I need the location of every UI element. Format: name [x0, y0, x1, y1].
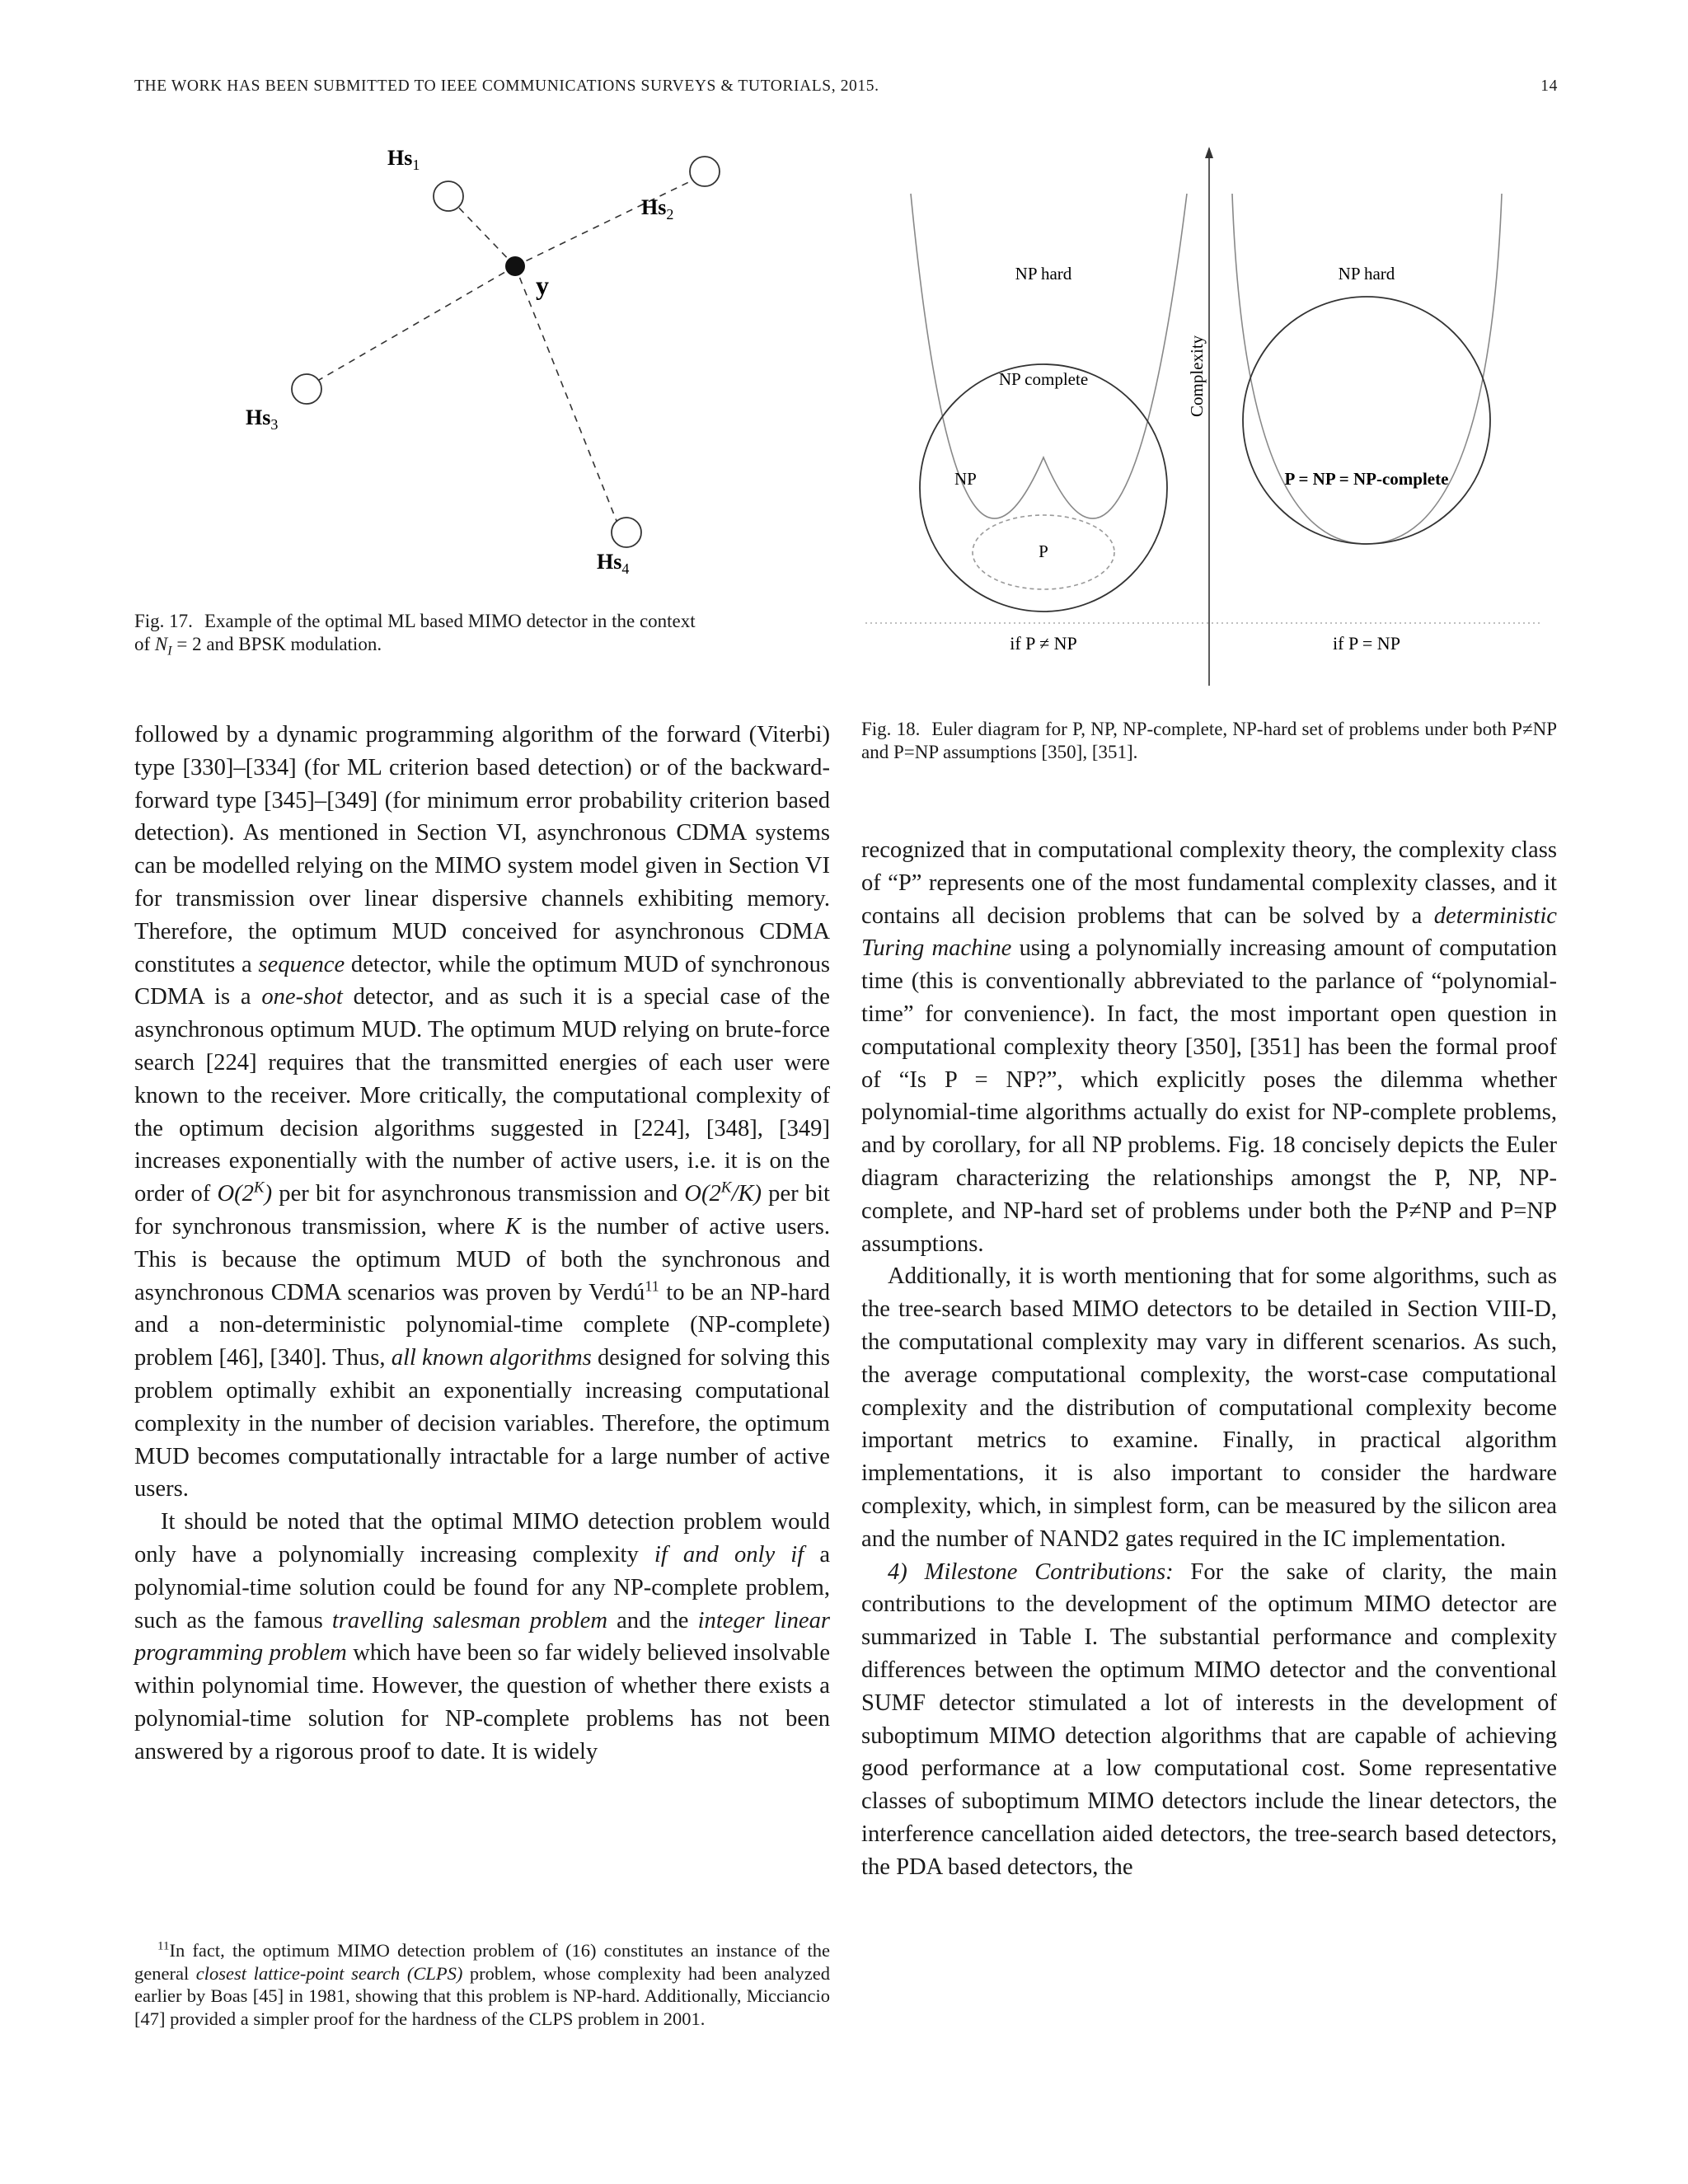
label-hs4: $Hs_4$ [597, 550, 630, 577]
fig18-caption-label: Fig. 18. [861, 719, 921, 739]
label-y: y [536, 270, 549, 300]
equality-label: P = NP = NP-complete [1284, 469, 1449, 489]
p-label: P [1039, 541, 1048, 561]
node-hs1 [434, 181, 463, 211]
condition-left: if P ≠ NP [1010, 633, 1077, 654]
link-y-hs1 [453, 202, 515, 266]
page-number: 14 [1540, 77, 1558, 95]
right-paragraph-2: Additionally, it is worth mentioning that for some algorithms, such as the tree-search based MIMO detectors to be detailed in Section VIII-D, the computational complexity may vary in different scenarios. As such, the average computational complexity, the worst-case computational complexity and the distribution of computational complexity become important metrics to examine. Finally, in practical algorithm implementations, it is also important to consider the hardware complexity, which, in simplest form, can be measured by the silicon area and the number of NAND2 gates required in the IC implementation. [861, 1263, 1557, 1552]
fig17-caption: Fig. 17. Example of the optimal ML based MIMO detector in the context of $N_I = 2$ and BPSK modulation. [134, 611, 696, 658]
footnote-ref-11: 11 [645, 1277, 659, 1295]
condition-right: if P = NP [1333, 633, 1400, 654]
running-title: THE WORK HAS BEEN SUBMITTED TO IEEE COMMUNICATIONS SURVEYS & TUTORIALS, 2015. [134, 77, 879, 95]
np-hard-curve-right [1232, 194, 1502, 544]
np-label: NP [954, 469, 977, 489]
right-paragraph-1: recognized that in computational complexity theory, the complexity class of “P” represents one of the most fundamental complexity classes, and it contains all decision problems that can be solved by a deterministic Turing machine using a polynomially increasing amount of computation time (this is conventionally abbreviated to the parlance of “polynomial-time” for convenience). In fact, the most important open question in computational complexity theory [350], [351] has been the formal proof of “Is P = NP?”, which explicitly poses the dilemma whether polynomial-time algorithms actually do exist for NP-complete problems, and by corollary, for all NP problems. Fig. 18 concisely depicts the Euler diagram characterizing the relationships amongst the P, NP, NP-complete, and NP-hard set of problems under both the P≠NP and P=NP assumptions. [861, 837, 1557, 1257]
label-hs2: $Hs_2$ [641, 195, 674, 223]
node-y [505, 256, 525, 276]
link-y-hs3 [309, 266, 515, 386]
milestone-heading: 4) Milestone Contributions: [888, 1558, 1174, 1585]
axis-label: Complexity [1187, 335, 1207, 417]
fig17-diagram [132, 124, 841, 585]
node-hs4 [612, 518, 641, 547]
footnote-mark: 11 [157, 1939, 170, 1953]
label-hs1: $Hs_1$ [387, 146, 420, 173]
fig18-diagram [857, 140, 1566, 701]
right-column [861, 834, 1557, 1884]
np-complete-label: NP complete [998, 369, 1089, 389]
fig17-caption-label: Fig. 17. [134, 611, 193, 631]
figure-18 [857, 140, 1566, 701]
axis-arrow-icon [1205, 147, 1213, 158]
np-hard-curve-left [911, 194, 1187, 518]
np-hard-left: NP hard [1015, 264, 1072, 284]
figure-17 [132, 124, 841, 585]
fig17-caption-line1: Example of the optimal ML based MIMO detector in the context [204, 611, 696, 631]
fig18-caption [861, 718, 1557, 764]
link-y-hs4 [515, 266, 618, 525]
footnote-11: $^{11}$In fact, the optimum MIMO detection problem of (16) constitutes an instance of the general closest lattice-point search (CLPS) problem, whose complexity had been analyzed earlier by Boas [45] in 1981, showing that this problem is NP-hard. Additionally, Micciancio [47] provided a simpler proof for the hardness of the CLPS problem in 2001. [134, 1939, 830, 2029]
node-hs3 [292, 374, 321, 404]
left-paragraph-1: followed by a dynamic programming algorithm of the forward (Viterbi) type [330]–[334] (for ML criterion based detection) or of the backward-forward type [345]–[349] (for minimum error probability criterion based detection). As mentioned in Section VI, asynchronous CDMA systems can be modelled relying on the MIMO system model given in Section VI for transmission over linear dispersive channels exhibiting memory. Therefore, the optimum MUD conceived for asynchronous CDMA constitutes a sequence detector, while the optimum MUD of synchronous CDMA is a one-shot detector, and as such it is a special case of the asynchronous optimum MUD. The optimum MUD relying on brute-force search [224] requires that the transmitted energies of each user were known to the receiver. More critically, the computational complexity of the optimum decision algorithms suggested in [224], [348], [349] increases exponentially with the number of active users, i.e. it is on the order of $O(2^K)$ per bit for asynchronous transmission and $O(2^K/K)$ per bit for synchronous transmission, where K is the number of active users. This is because the optimum MUD of both the synchronous and asynchronous CDMA scenarios was proven by Verdú$^{11}$ to be an NP-hard and a non-deterministic polynomial-time complete (NP-complete) problem [46], [340]. Thus, all known algorithms designed for solving this problem optimally exhibit an exponentially increasing computational complexity in the number of decision variables. Therefore, the optimum MUD becomes computationally intractable for a large number of active users. [134, 722, 831, 1502]
fig18-caption-text: Euler diagram for P, NP, NP-complete, NP-hard set of problems under both P≠NP and P=NP assumptions [350], [351]. [861, 719, 1557, 762]
label-hs3: $Hs_3$ [246, 405, 279, 433]
left-paragraph-2: It should be noted that the optimal MIMO detection problem would only have a polynomially increasing complexity if and only if a polynomial-time solution could be found for any NP-complete problem, such as the famous travelling salesman problem and the integer linear programming problem which have been so far widely believed insolvable within polynomial time. However, the question of whether there exists a polynomial-time solution for NP-complete problems has not been answered by a rigorous proof to date. It is widely [134, 1509, 831, 1765]
running-header [134, 77, 1558, 96]
np-hard-right: NP hard [1338, 264, 1395, 284]
node-hs2 [690, 157, 720, 186]
left-column [134, 719, 830, 1769]
right-paragraph-3: 4) Milestone Contributions: For the sake of clarity, the main contributions to the development of the optimum MIMO detector are summarized in Table I. The substantial performance and complexity differences between the optimum MIMO detector and the conventional SUMF detector stimulated a lot of interests in the development of suboptimum MIMO detection algorithms that are capable of achieving good performance at a low computational cost. Some representative classes of suboptimum MIMO detectors include the linear detectors, the interference cancellation aided detectors, the tree-search based detectors, the PDA based detectors, the [861, 1558, 1558, 1880]
p-np-circle [1243, 297, 1490, 544]
